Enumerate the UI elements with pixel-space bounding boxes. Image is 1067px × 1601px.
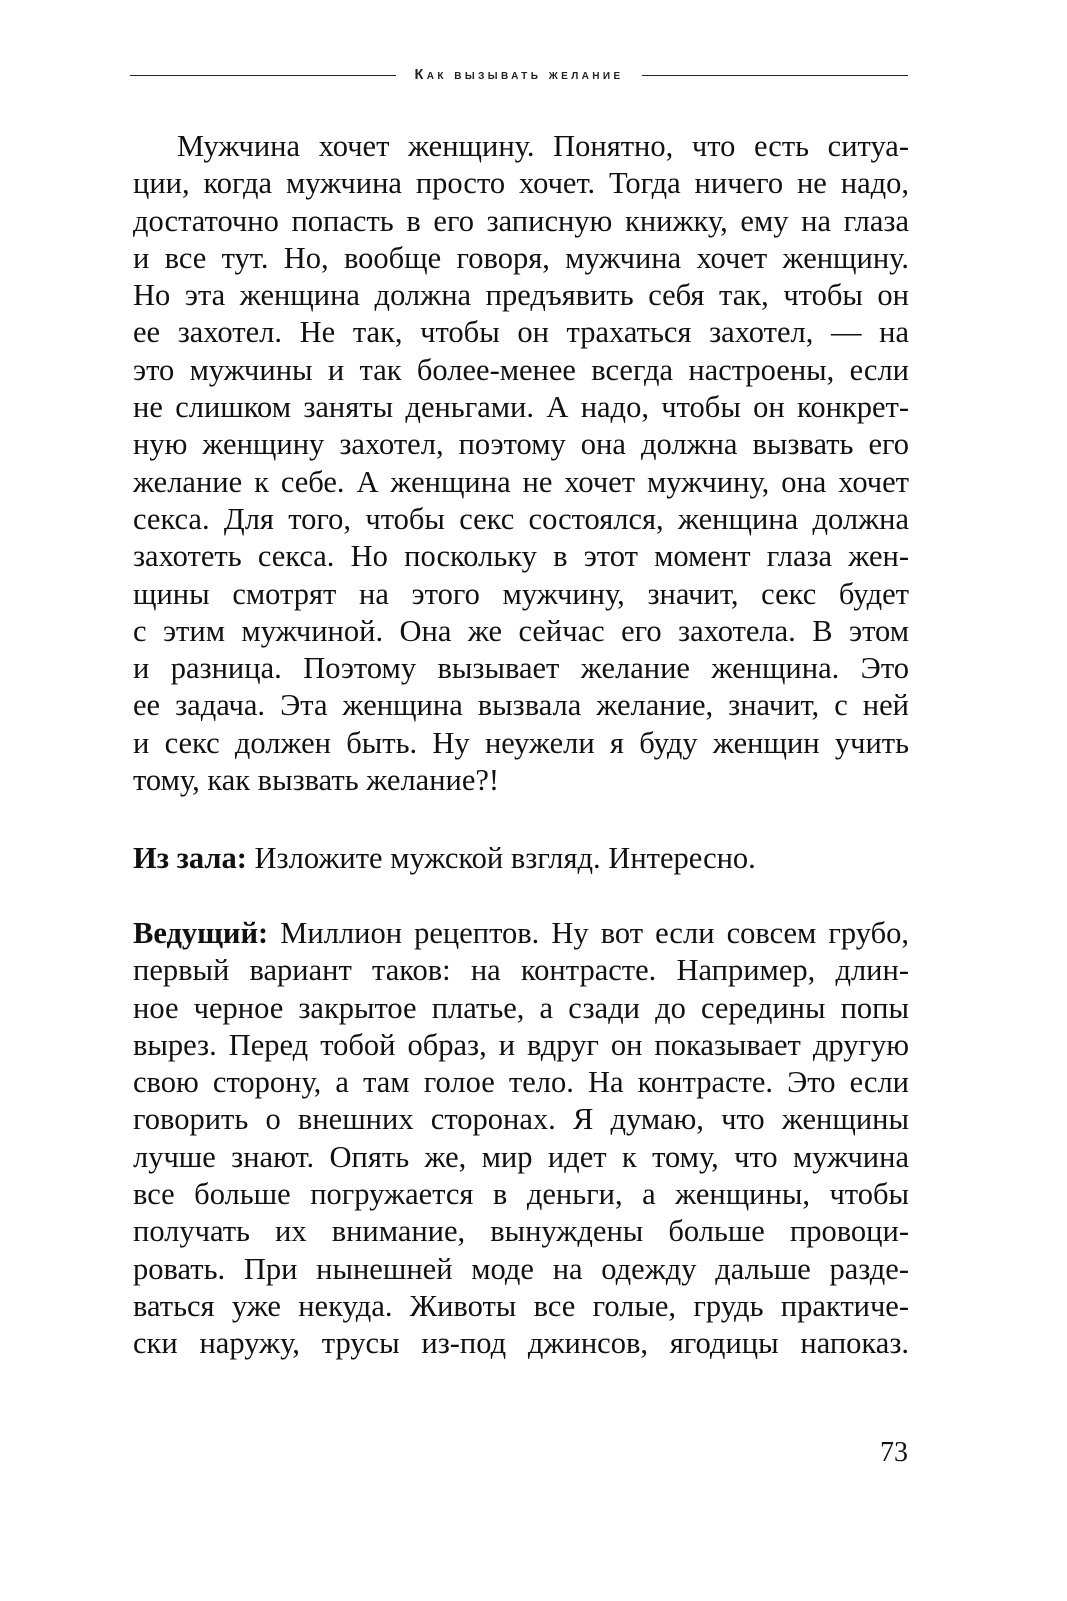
speaker-label: Из зала: <box>133 841 247 875</box>
text-line: получать их внимание, вынуждены больше провоци- <box>133 1214 909 1249</box>
paragraph-2 <box>133 840 909 877</box>
text-line: ее задача. Эта женщина вызвала желание, значит, с ней <box>133 688 909 723</box>
page-number: 73 <box>880 1437 908 1468</box>
text-line: щины смотрят на этого мужчину, значит, секс будет <box>133 576 909 611</box>
text-line: ваться уже некуда. Животы все голые, грудь практиче- <box>133 1288 909 1323</box>
text-line: ровать. При нынешней моде на одежду дальше разде- <box>133 1251 909 1286</box>
paragraph-1 <box>133 128 909 799</box>
speech-text: Миллион рецептов. Ну вот если совсем грубо, <box>268 916 909 950</box>
text-line: и все тут. Но, вообще говоря, мужчина хочет женщину. <box>133 240 909 275</box>
text-line: достаточно попасть в его записную книжку, ему на глаза <box>133 203 909 238</box>
text-line: ции, когда мужчина просто хочет. Тогда ничего не надо, <box>133 166 909 201</box>
header-rule-right <box>642 75 908 76</box>
paragraph-3 <box>133 915 909 1363</box>
text-line: не слишком заняты деньгами. А надо, чтобы он конкрет- <box>133 390 909 425</box>
text-line: и секс должен быть. Ну неужели я буду женщин учить <box>133 725 909 760</box>
text-line: ее захотел. Не так, чтобы он трахаться захотел, — на <box>133 315 909 350</box>
text-line: свою сторону, а там голое тело. На контрасте. Это если <box>133 1065 909 1100</box>
text-line: это мужчины и так более-менее всегда настроены, если <box>133 352 909 387</box>
text-line: Но эта женщина должна предъявить себя так, чтобы он <box>133 278 909 313</box>
text-line: первый вариант таков: на контрасте. Например, длин- <box>133 953 909 988</box>
text-line <box>133 915 909 952</box>
text-line: секса. Для того, чтобы секс состоялся, женщина должна <box>133 501 909 536</box>
text-line: желание к себе. А женщина не хочет мужчину, она хочет <box>133 464 909 499</box>
text-line: ное черное закрытое платье, а сзади до середины попы <box>133 990 909 1025</box>
text-line: Мужчина хочет женщину. Понятно, что есть ситуа- <box>177 129 909 163</box>
text-line: все больше погружается в деньги, а женщины, чтобы <box>133 1177 909 1212</box>
text-line: ски наружу, трусы из-под джинсов, ягодицы напоказ. <box>133 1326 909 1361</box>
running-header <box>130 60 908 90</box>
speaker-label: Ведущий: <box>133 916 269 950</box>
text-line: захотеть секса. Но поскольку в этот момент глаза жен- <box>133 539 909 574</box>
text-line: тому, как вызвать желание?! <box>133 763 500 798</box>
text-line: вырез. Перед тобой образ, и вдруг он показывает другую <box>133 1027 909 1062</box>
header-rule-left <box>130 75 396 76</box>
text-line: лучше знают. Опять же, мир идет к тому, что мужчина <box>133 1139 909 1174</box>
text-line: ную женщину захотел, поэтому она должна вызвать его <box>133 427 909 462</box>
text-line: с этим мужчиной. Она же сейчас его захотела. В этом <box>133 613 909 648</box>
text-line <box>133 840 909 877</box>
text-line: и разница. Поэтому вызывает желание женщина. Это <box>133 651 909 686</box>
text-line: говорить о внешних сторонах. Я думаю, что женщины <box>133 1102 909 1137</box>
header-title: Как вызывать желание <box>414 67 624 83</box>
speech-text: Изложите мужской взгляд. Интересно. <box>246 841 756 875</box>
